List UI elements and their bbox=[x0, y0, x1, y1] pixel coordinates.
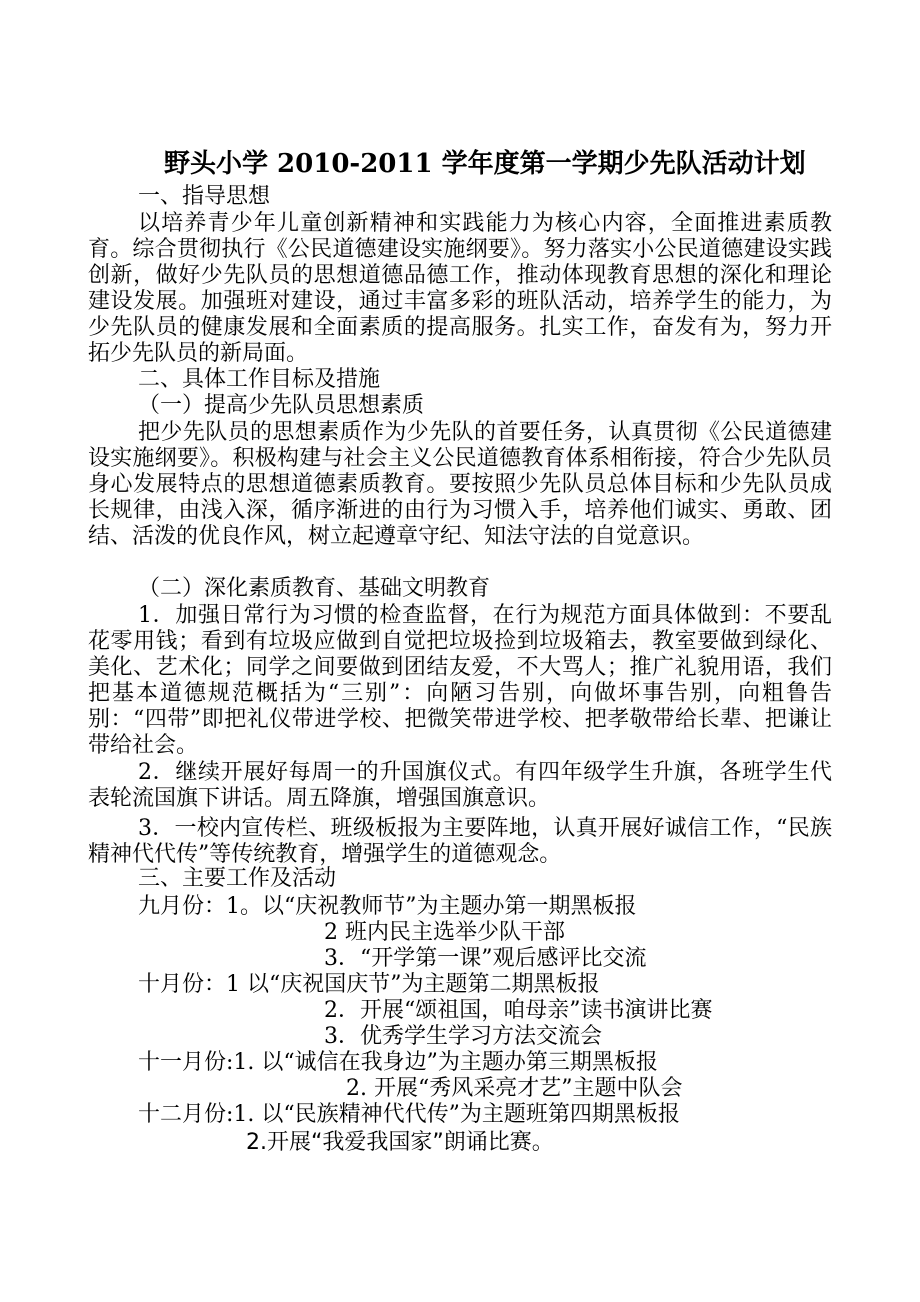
paragraph-ideological-quality: 把少先队员的思想素质作为少先队的首要任务，认真贯彻《公民道德建设实施纲要》。积极构建与社会主义公民道德教育体系相衔接，符合少先队员身心发展特点的思想道德素质教育。要按照少先队员总体目标和少先队员成长规律，由浅入深，循序渐进的由行为习惯入手，培养他们诚实、勇敢、团结、活泼的优良作风，树立起遵章守纪、知法守法的自觉意识。 bbox=[88, 420, 832, 549]
schedule-october-2: 2．开展“颂祖国，咱母亲”读书演讲比赛 bbox=[324, 998, 713, 1023]
schedule-november-1: 十一月份:1. 以“诚信在我身边”为主题办第三期黑板报 bbox=[138, 1050, 658, 1075]
list-item-behavior-supervision: 1．加强日常行为习惯的检查监督，在行为规范方面具体做到：不要乱花零用钱；看到有垃圾应做到自觉把垃圾捡到垃圾箱去，教室要做到绿化、美化、艺术化；同学之间要做到团结友爱，不大骂人；推广礼貌用语，我们把基本道德规范概括为“三别”：向陋习告别，向做坏事告别，向粗鲁告别：“四带”即把礼仪带进学校、把微笑带进学校、把孝敬带给长辈、把谦让带给社会。 bbox=[88, 603, 832, 758]
section-heading-goals-measures: 二、具体工作目标及措施 bbox=[138, 367, 381, 392]
schedule-september-3: 3．“开学第一课”观后感评比交流 bbox=[324, 946, 647, 971]
schedule-october-1: 十月份：1 以“庆祝国庆节”为主题第二期黑板报 bbox=[138, 972, 600, 997]
list-item-flag-ceremony: 2．继续开展好每周一的升国旗仪式。有四年级学生升旗，各班学生代表轮流国旗下讲话。周五降旗，增强国旗意识。 bbox=[88, 760, 832, 811]
list-item-propaganda-board: 3．一校内宣传栏、班级板报为主要阵地，认真开展好诚信工作，“民族精神代代传”等传统教育，增强学生的道德观念。 bbox=[88, 816, 832, 867]
paragraph-guiding-ideology: 以培养青少年儿童创新精神和实践能力为核心内容，全面推进素质教育。综合贯彻执行《公民道德建设实施纲要》。努力落实小公民道德建设实践创新，做好少先队员的思想道德品德工作，推动体现教育思想的深化和理论建设发展。加强班对建设，通过丰富多彩的班队活动，培养学生的能力，为少先队员的健康发展和全面素质的提高服务。扎实工作，奋发有为，努力开拓少先队员的新局面。 bbox=[88, 211, 832, 366]
schedule-december-1: 十二月份:1. 以“民族精神代代传”为主题班第四期黑板报 bbox=[138, 1102, 680, 1127]
page-title: 野头小学 2010-2011 学年度第一学期少先队活动计划 bbox=[164, 149, 806, 179]
section-heading-main-activities: 三、主要工作及活动 bbox=[138, 866, 337, 891]
schedule-september-1: 九月份：1。以“庆祝教师节”为主题办第一期黑板报 bbox=[138, 894, 637, 919]
subsection-heading-quality-education: （二）深化素质教育、基础文明教育 bbox=[138, 576, 491, 601]
schedule-november-2: 2. 开展“秀风采亮才艺”主题中队会 bbox=[346, 1076, 683, 1101]
schedule-december-2: 2.开展“我爱我国家”朗诵比赛。 bbox=[246, 1130, 554, 1155]
section-heading-guiding-ideology: 一、指导思想 bbox=[138, 184, 271, 209]
schedule-october-3: 3．优秀学生学习方法交流会 bbox=[324, 1024, 602, 1049]
schedule-september-2: 2 班内民主选举少队干部 bbox=[324, 920, 565, 945]
subsection-heading-ideological-quality: （一）提高少先队员思想素质 bbox=[138, 393, 425, 418]
